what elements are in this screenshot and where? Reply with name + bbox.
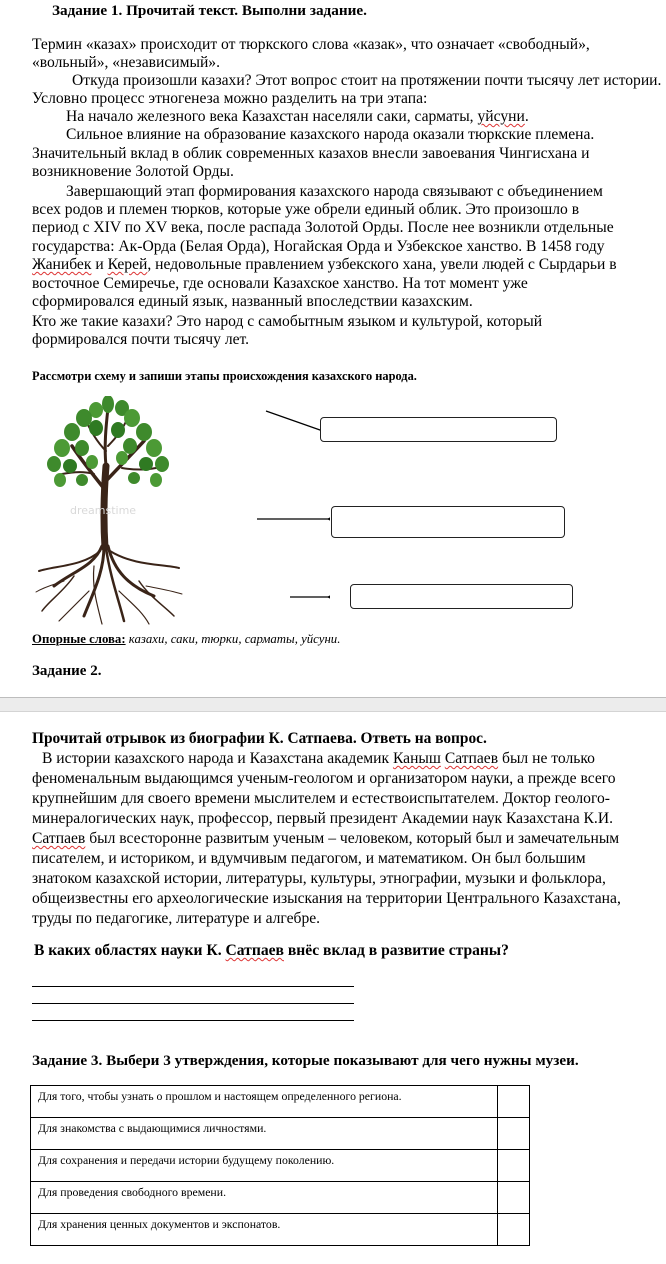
text-line: государства: Ак-Орда (Белая Орда), Ногайская Орда и Узбекское ханство. В 1458 году <box>32 238 605 255</box>
spellcheck-word: уйсуни <box>477 108 525 125</box>
roots <box>36 546 182 624</box>
spellcheck-word: Сатпаев <box>32 830 86 847</box>
task1-title: Задание 1. Прочитай текст. Выполни задание. <box>52 2 367 19</box>
arrow-1 <box>266 411 320 430</box>
text-line: период с XIV по XV века, после распада Золотой Орды. После нее возникли отдельные <box>32 219 614 236</box>
answer-box-stage-3[interactable] <box>350 584 573 609</box>
text-line: восточное Семиречье, где основали Казахское ханство. На тот момент уже <box>32 275 528 292</box>
check-cell[interactable] <box>498 1118 530 1150</box>
task3-title: Задание 3. Выбери 3 утверждения, которые показывают для чего нужны музеи. <box>32 1052 579 1069</box>
answer-box-stage-1[interactable] <box>320 417 557 442</box>
text-line: Кто же такие казахи? Это народ с самобытным языком и культурой, который <box>32 313 543 330</box>
answer-line[interactable] <box>32 1020 354 1021</box>
text-line: Сильное влияние на образование казахского народа оказали тюркские племена. <box>66 126 595 143</box>
table-row <box>31 1150 530 1182</box>
spellcheck-word: Жанибек <box>32 256 92 273</box>
answer-line[interactable] <box>32 1003 354 1004</box>
table-row <box>31 1118 530 1150</box>
watermark: dreamstime <box>70 504 137 517</box>
text-line: формировался почти тысячу лет. <box>32 331 250 348</box>
text-line: Завершающий этап формирования казахского народа связывают с объединением <box>66 183 603 200</box>
answer-line[interactable] <box>32 986 354 987</box>
text-line: Термин «казах» происходит от тюркского слова «казак», что означает «свободный», <box>32 36 590 53</box>
table-row <box>31 1182 530 1214</box>
task2-heading: Прочитай отрывок из биографии К. Сатпаева. Ответь на вопрос. <box>32 730 487 747</box>
text-line: минералогических наук, профессор, первый президент Академии наук Казахстана К.И. <box>32 810 613 827</box>
statement-cell: Для того, чтобы узнать о прошлом и настоящем определенного региона. <box>31 1086 498 1118</box>
text-line: возникновение Золотой Орды. <box>32 163 234 180</box>
check-cell[interactable] <box>498 1150 530 1182</box>
statement-cell: Для сохранения и передачи истории будущему поколению. <box>31 1150 498 1182</box>
check-cell[interactable] <box>498 1086 530 1118</box>
statement-cell: Для проведения свободного времени. <box>31 1182 498 1214</box>
text-line: труды по педагогике, литературе и алгебре. <box>32 910 321 927</box>
statement-cell: Для хранения ценных документов и экспонатов. <box>31 1214 498 1246</box>
spellcheck-word: Керей <box>107 256 148 273</box>
table-row <box>31 1214 530 1246</box>
statements-table <box>30 1085 530 1246</box>
tree-illustration <box>34 396 184 626</box>
text-line: Откуда произошли казахи? Этот вопрос стоит на протяжении почти тысячу лет истории. <box>72 72 662 89</box>
text-line: Сатпаев был всесторонне развитым ученым – человеком, который был и замечательным <box>32 830 620 847</box>
text-line: Условно процесс этногенеза можно разделить на три этапа: <box>32 90 428 107</box>
check-cell[interactable] <box>498 1182 530 1214</box>
text-line: В истории казахского народа и Казахстана академик Каныш Сатпаев был не только <box>42 750 595 767</box>
text-line: сформировался единый язык, названный впоследствии казахским. <box>32 293 473 310</box>
task2-title: Задание 2. <box>32 663 102 679</box>
text-line: всех родов и племен тюрков, которые уже обрели единый облик. Это произошло в <box>32 201 580 218</box>
text-line: общеизвестны его археологические изыскания на территории Центрального Казахстана, <box>32 890 621 907</box>
text-line: Значительный вклад в облик современных казахов внесли завоевания Чингисхана и <box>32 145 590 162</box>
statement-cell: Для знакомства с выдающимися личностями. <box>31 1118 498 1150</box>
spellcheck-word: Каныш <box>392 750 441 767</box>
text-line: знатоком казахской истории, литературы, культуры, этнографии, музыки и фольклора, <box>32 870 606 887</box>
table-row <box>31 1086 530 1118</box>
scheme-prompt: Рассмотри схему и запиши этапы происхождения казахского народа. <box>32 369 417 383</box>
text-line: феноменальным выдающимся ученым-геологом и организатором науки, а прежде всего <box>32 770 616 787</box>
spellcheck-word: Сатпаев <box>225 942 284 959</box>
scheme-arrows <box>250 400 330 630</box>
page-divider <box>0 697 666 712</box>
keywords: Опорные слова: казахи, саки, тюрки, сарматы, уйсуни. <box>32 632 341 646</box>
text-line: На начало железного века Казахстан населяли саки, сарматы, уйсуни. <box>66 108 529 125</box>
check-cell[interactable] <box>498 1214 530 1246</box>
task2-question: В каких областях науки К. Сатпаев внёс вклад в развитие страны? <box>34 942 509 959</box>
answer-box-stage-2[interactable] <box>331 506 565 538</box>
text-line: «вольный», «независимый». <box>32 54 220 71</box>
text-line: Жанибек и Керей, недовольные правлением узбекского хана, увели людей с Сырдарьи в <box>32 256 617 273</box>
spellcheck-word: Сатпаев <box>444 750 499 767</box>
text-line: крупнейшим для своего времени мыслителем и естествоиспытателем. Доктор геолого- <box>32 790 610 807</box>
text-line: писателем, и историком, и вдумчивым педагогом, и математиком. Он был большим <box>32 850 586 867</box>
